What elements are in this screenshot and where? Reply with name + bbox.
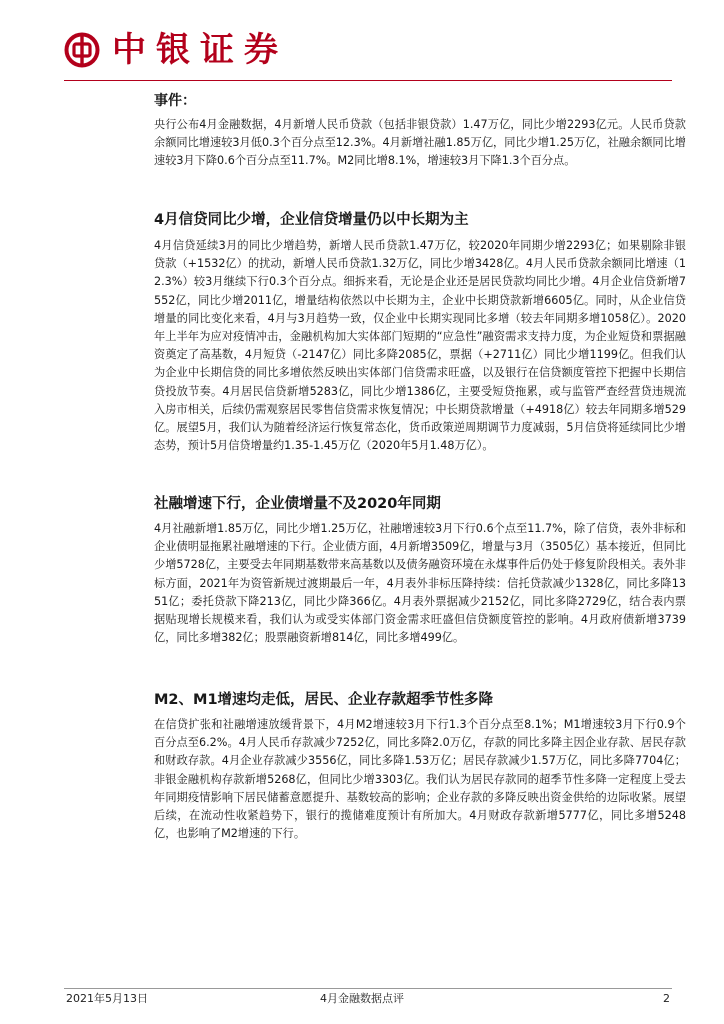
footer-title: 4月金融数据点评 — [320, 992, 404, 1005]
section-paragraph-social-financing: 4月社融新增1.85万亿，同比少增1.25万亿，社融增速较3月下行0.6个点至11.7%，除了信贷，表外非标和企业债明显拖累社融增速的下行。企业债方面，4月新增3509亿，增量与3月（3505亿）基本接近，但同比少增5728亿，主要受去年同期基数带来高基数以及债务融资环境在永煤事件后仍处于修复阶段相关。表外非标方面，2021年为资管新规过渡期最后一年，4月表外非标压降持续：信托贷款减少1328亿，同比多降1351亿；委托贷款下降213亿，同比少降366亿。4月表外票据减少2152亿，同比多降2729亿，结合表内票据贴现增长规模来看，我们认为或受实体部门资金需求旺盛但信贷额度管控的影响。4月政府债新增3739亿，同比多增382亿；股票融资新增814亿，同比多增499亿。 — [154, 522, 686, 645]
section-heading-money-supply: M2、M1增速均走低，居民、企业存款超季节性多降 — [154, 692, 494, 708]
header — [64, 26, 288, 74]
event-label: 事件： — [154, 93, 196, 109]
brand-name: 中银证券 — [112, 30, 288, 70]
header-divider — [64, 80, 672, 81]
footer-divider — [64, 988, 672, 989]
footer-date: 2021年5月13日 — [66, 992, 148, 1005]
section-heading-social-financing: 社融增速下行，企业债增量不及2020年同期 — [154, 496, 441, 512]
page-number: 2 — [663, 992, 670, 1005]
section-paragraph-credit: 4月信贷延续3月的同比少增趋势，新增人民币贷款1.47万亿，较2020年同期少增2293亿；如果剔除非银贷款（+1532亿）的扰动，新增人民币贷款1.32万亿，同比少增3428亿。4月人民币贷款余额同比增速（12.3%）较3月继续下行0.3个百分点。细拆来看，无论是企业还是居民贷款均同比少增。4月企业信贷新增7552亿，同比少增2011亿，增量结构依然以中长期为主，企业中长期贷款新增6605亿。同时，从企业信贷增量的同比变化来看，4月与3月趋势一致，仅企业中长期实现同比多增（较去年同期多增1058亿）。2020年上半年为应对疫情冲击，金融机构加大实体部门短期的“应急性”融资需求支持力度，为企业短贷和票据融资奠定了高基数，4月短贷（-2147亿）同比多降2085亿，票据（+2711亿）同比少增1199亿。但我们认为企业中长期信贷的同比多增依然反映出实体部门信贷需求旺盛，以及银行在信贷额度管控下把握中长期信贷投放节奏。4月居民信贷新增5283亿，同比少增1386亿，主要受短贷拖累，或与监管严查经营贷违规流入房市相关，后续仍需观察居民零售信贷需求恢复情况；中长期贷款增量（+4918亿）较去年同期多增529亿。展望5月，我们认为随着经济运行恢复常态化，货币政策逆周期调节力度减弱，5月信贷将延续同比少增态势，预计5月信贷增量约1.35-1.45万亿（2020年5月1.48万亿）。 — [154, 239, 686, 453]
section-paragraph-money-supply: 在信贷扩张和社融增速放缓背景下，4月M2增速较3月下行1.3个百分点至8.1%；M1增速较3月下行0.9个百分点至6.2%。4月人民币存款减少7252亿，同比多降2.0万亿，存款的同比多降主因企业存款、居民存款和财政存款。4月企业存款减少3556亿，同比多降1.53万亿；居民存款减少1.57万亿，同比多降7704亿；非银金融机构存款新增5268亿，但同比少增3303亿。我们认为居民存款同的超季节性多降一定程度上受去年同期疫情影响下居民储蓄意愿提升、基数较高的影响；企业存款的多降反映出资金供给的边际收紧。展望后续，在流动性收紧趋势下，银行的揽储难度预计有所加大。4月财政存款新增5777亿，同比多增5248亿，也影响了M2增速的下行。 — [154, 718, 686, 841]
event-paragraph: 央行公布4月金融数据，4月新增人民币贷款（包括非银贷款）1.47万亿，同比少增2293亿元。人民币贷款余额同比增速较3月低0.3个百分点至12.3%。4月新增社融1.85万亿，同比少增1.25万亿，社融余额同比增速较3月下降0.6个百分点至11.7%。M2同比增8.1%，增速较3月下降1.3个百分点。 — [154, 118, 686, 168]
section-heading-credit: 4月信贷同比少增，企业信贷增量仍以中长期为主 — [154, 212, 469, 228]
bank-of-china-logo-icon — [64, 32, 100, 68]
